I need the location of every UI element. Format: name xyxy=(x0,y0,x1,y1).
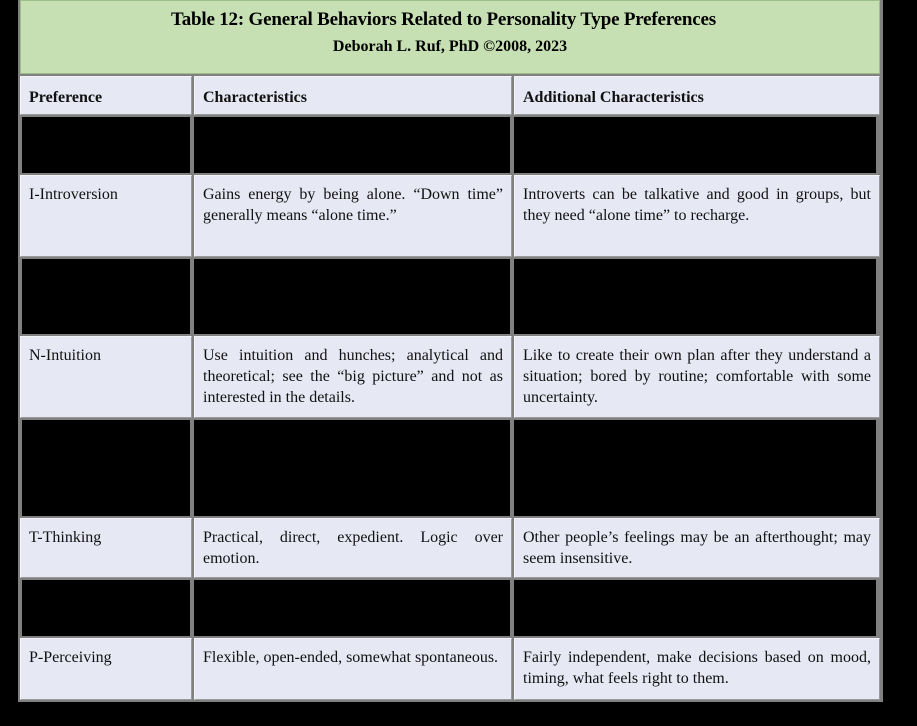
characteristics-cell: Gains energy by being alone. “Down time” generally means “alone time.” xyxy=(194,175,512,257)
redacted-cell xyxy=(194,420,510,516)
redacted-cell xyxy=(22,117,190,173)
redacted-cell xyxy=(22,259,190,334)
redacted-cell xyxy=(514,580,876,636)
redacted-cell xyxy=(22,580,190,636)
redacted-cell xyxy=(514,117,876,173)
header-row xyxy=(20,76,880,115)
table-author: Deborah L. Ruf, PhD ©2008, 2023 xyxy=(332,38,568,55)
preference-cell: P-Perceiving xyxy=(20,638,192,700)
header-preference: Preference xyxy=(20,76,192,115)
characteristics-cell: Flexible, open-ended, somewhat spontaneous. xyxy=(194,638,512,700)
header-characteristics: Characteristics xyxy=(194,76,512,115)
table-title: Table 12: General Behaviors Related to Personality Type Preferences xyxy=(171,9,716,30)
redacted-row xyxy=(20,259,880,334)
redacted-cell xyxy=(514,259,876,334)
preference-cell: T-Thinking xyxy=(20,518,192,578)
redacted-row xyxy=(20,117,880,173)
table-title-band xyxy=(20,0,880,74)
table-row-thinking xyxy=(20,518,880,578)
redacted-cell xyxy=(22,420,190,516)
additional-cell: Other people’s feelings may be an afterthought; may seem insensitive. xyxy=(514,518,880,578)
table-row-perceiving xyxy=(20,638,880,700)
additional-cell: Introverts can be talkative and good in groups, but they need “alone time” to recharge. xyxy=(514,175,880,257)
preference-cell: N-Intuition xyxy=(20,336,192,418)
additional-cell: Fairly independent, make decisions based on mood, timing, what feels right to them. xyxy=(514,638,880,700)
table-row-introversion xyxy=(20,175,880,257)
characteristics-cell: Practical, direct, expedient. Logic over emotion. xyxy=(194,518,512,578)
table-row-intuition xyxy=(20,336,880,418)
header-additional-characteristics: Additional Characteristics xyxy=(514,76,880,115)
characteristics-cell: Use intuition and hunches; analytical and theoretical; see the “big picture” and not as interested in the details. xyxy=(194,336,512,418)
additional-cell: Like to create their own plan after they understand a situation; bored by routine; comfortable with some uncertainty. xyxy=(514,336,880,418)
personality-table xyxy=(18,0,883,702)
redacted-cell xyxy=(514,420,876,516)
redacted-row xyxy=(20,580,880,636)
preference-cell: I-Introversion xyxy=(20,175,192,257)
redacted-cell xyxy=(194,259,510,334)
redacted-row xyxy=(20,420,880,516)
redacted-cell xyxy=(194,580,510,636)
redacted-cell xyxy=(194,117,510,173)
